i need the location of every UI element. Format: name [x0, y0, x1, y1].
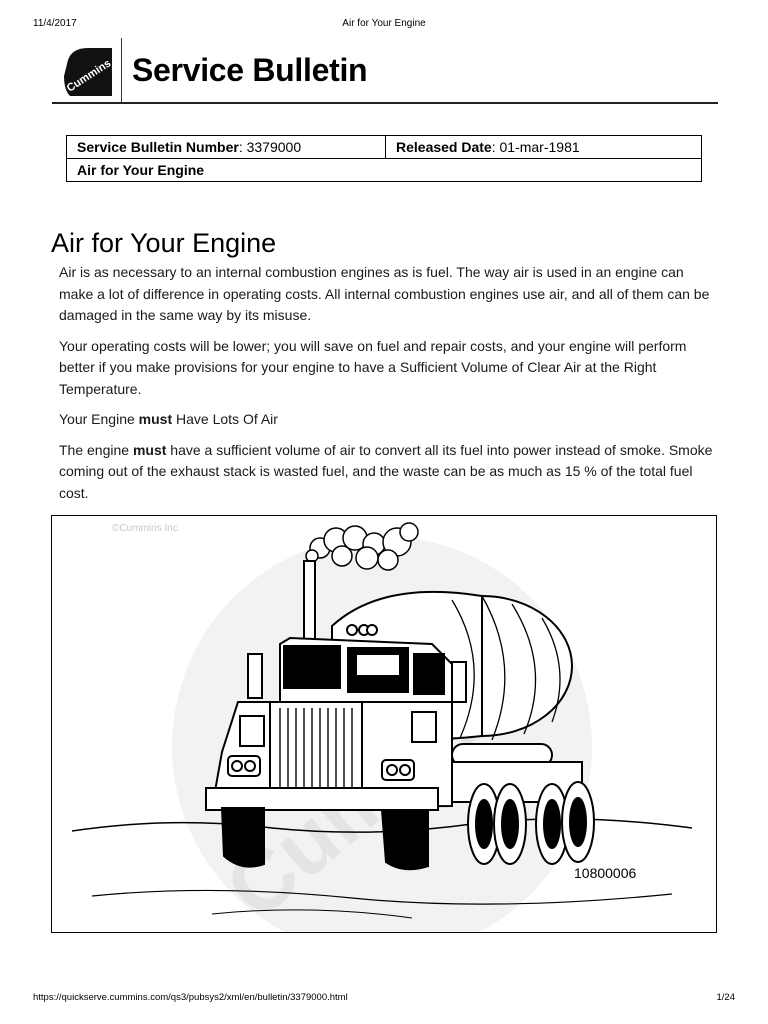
p4-text-post: have a sufficient volume of air to convert all its fuel into power instead of smoke. Smoke coming out of the exhaust stack is wasted fuel, and the waste can be as much as 15 % of the total fuel cost. — [59, 441, 713, 501]
p4-emphasis: must — [132, 441, 167, 458]
brand-header — [52, 38, 718, 104]
page-number: 1/24 — [716, 992, 735, 1003]
bulletin-meta-table — [66, 135, 702, 182]
figure-number: 10800006 — [574, 865, 637, 881]
brand-separator — [121, 38, 122, 102]
truck-illustration — [52, 516, 716, 932]
header-rule — [52, 102, 718, 104]
bulletin-number-value: : 3379000 — [238, 139, 302, 155]
print-title: Air for Your Engine — [342, 18, 426, 29]
copyright-text: ©Cummins Inc — [112, 523, 178, 534]
bulletin-subject: Air for Your Engine — [77, 162, 205, 178]
paragraph-4 — [59, 440, 719, 505]
released-date-value: : 01-mar-1981 — [491, 139, 580, 155]
truck-hood — [206, 702, 452, 810]
print-header — [0, 18, 768, 32]
paragraph-3 — [59, 409, 719, 431]
bulletin-number-cell — [67, 136, 386, 159]
released-date-cell — [386, 136, 702, 159]
truck-illustration-figure — [51, 515, 717, 933]
paragraph-1: Air is as necessary to an internal combustion engines as is fuel. The way air is used in an engine can make a lot of difference in operating costs. All internal combustion engines use air, and all of them can be damaged in the same way by its misuse. — [59, 264, 710, 323]
document-body — [59, 262, 719, 513]
subject-cell — [67, 159, 702, 182]
brand-title: Service Bulletin — [132, 52, 368, 88]
bulletin-number-label: Service Bulletin Number — [77, 139, 239, 155]
p3-text-post: Have Lots Of Air — [172, 411, 278, 427]
p4-text-pre: The engine — [59, 441, 133, 458]
released-date-label: Released Date — [396, 139, 492, 155]
paragraph-2: Your operating costs will be lower; you will save on fuel and repair costs, and your engine will perform better if you make provisions for your engine to have a Sufficient Volume of Clear Air at the Right Temperature. — [59, 337, 687, 397]
print-date: 11/4/2017 — [33, 18, 77, 29]
p3-text-pre: Your Engine — [59, 411, 139, 427]
p3-emphasis: must — [138, 411, 173, 427]
cummins-logo — [62, 46, 114, 98]
print-footer — [0, 992, 768, 1006]
print-url: https://quickserve.cummins.com/qs3/pubsys2/xml/en/bulletin/3379000.html — [33, 992, 348, 1003]
document-title: Air for Your Engine — [51, 228, 277, 259]
logo-text: Cummins — [64, 57, 114, 95]
